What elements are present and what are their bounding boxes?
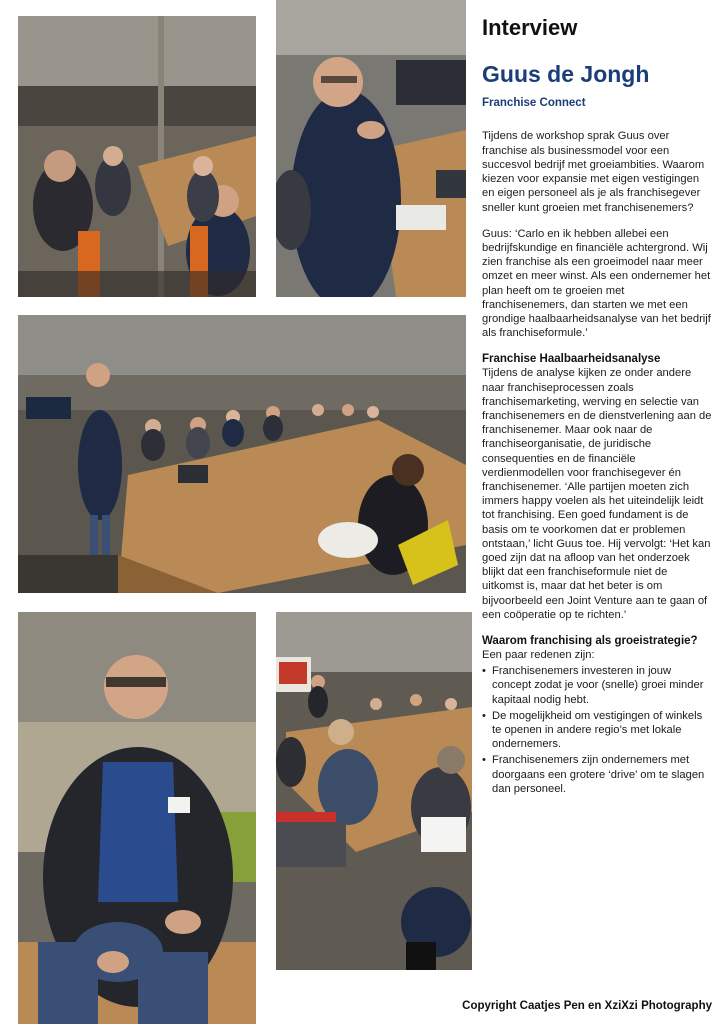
photo-speaker-standing (276, 0, 466, 297)
list-item (482, 753, 712, 796)
article-column (482, 16, 712, 798)
photo-audience-seated (18, 16, 256, 297)
copyright-credit: Copyright Caatjes Pen en XziXzi Photography (462, 1000, 712, 1012)
list-item (482, 709, 712, 752)
quote-paragraph: Guus: ‘Carlo en ik hebben allebei een bedrijfskundige en financiële achtergrond. Wij zien franchise als een groeimodel naar meer omzet en meer winst. Als een ondernemer het plan heeft om te groeien met franchisenemers, dan starten we met een grondige haalbaarheidsanalyse van het bedrijf als franchiseformule.’ (482, 227, 711, 340)
reason-text: Franchisenemers investeren in jouw concept zodat je voor (snelle) groei minder kapitaal nodig hebt. (492, 665, 704, 706)
bullet-icon: • (482, 754, 486, 767)
section-label: Interview (482, 15, 578, 40)
photo-meeting-overview (18, 315, 466, 593)
body-paragraph: Tijdens de analyse kijken ze onder andere naar franchiseprocessen zoals franchisemarketing, werving en selectie van franchisenemers en de dienstverlening aan de franchisenemer. Maar ook naar de franchiseorganisatie, de juridische consequenties en de financiële verdienmodellen voor franchisegever én franchisenemer. ‘Alle partijen moeten zich immers happy voelen als het uiteindelijk leidt tot franchising. Een goed fundament is de basis om te voorkomen dat er problemen ontstaan,’ licht Guus toe. Hij vervolgt: ‘Het kan goed zijn dat na afloop van het onderzoek blijkt dat een franchiseformule niet de uitkomst is, maar dat het beter is om bijvoorbeeld een Joint Venture aan te gaan of een coöperatie op te richten.’ (482, 367, 712, 621)
reasons-list (482, 664, 712, 796)
list-item (482, 664, 712, 707)
bullet-icon: • (482, 665, 486, 678)
reasons-intro: Een paar redenen zijn: (482, 648, 595, 661)
photo-portrait-guus (18, 612, 256, 1024)
company-name: Franchise Connect (482, 97, 586, 110)
intro-paragraph: Tijdens de workshop sprak Guus over franchise als businessmodel voor een succesvol bedrijf met groeiambities. Waarom kiezen voor expansie met eigen vestigingen en eigen personeel als je als franchisegever sneller kunt groeien met franchisenemers? (482, 130, 705, 214)
subheading-haalbaarheidsanalyse: Franchise Haalbaarheidsanalyse (482, 353, 661, 366)
photo-meeting-participants (276, 612, 472, 970)
subheading-groeistrategie: Waarom franchising als groeistrategie? (482, 634, 698, 647)
bullet-icon: • (482, 709, 486, 722)
headline: Guus de Jongh (482, 61, 650, 88)
reason-text: Franchisenemers zijn ondernemers met doorgaans een grotere ‘drive’ om te slagen dan personeel. (492, 754, 705, 795)
reason-text: De mogelijkheid om vestigingen of winkels te openen in andere regio’s met lokale ondernemers. (492, 709, 703, 751)
